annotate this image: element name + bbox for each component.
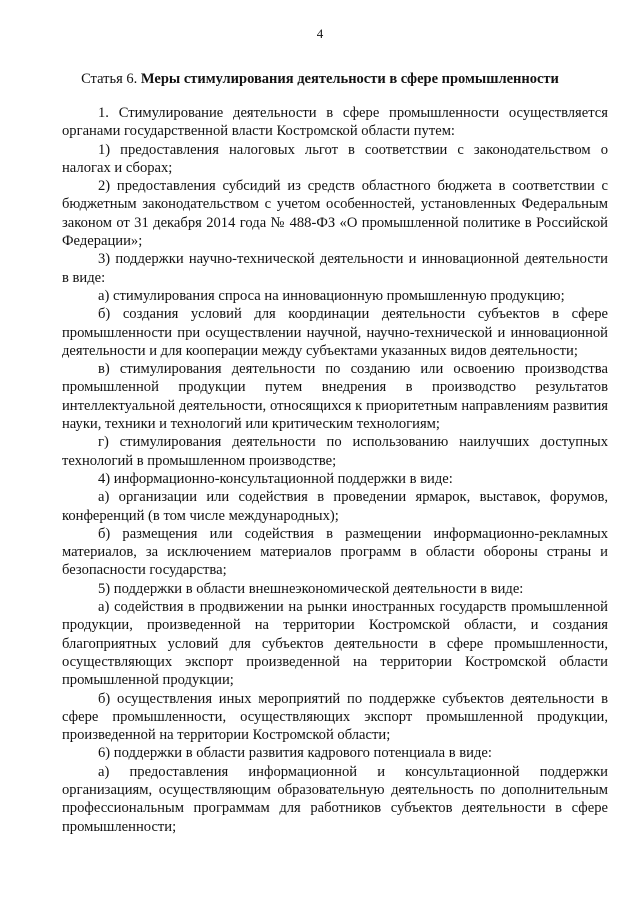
paragraph: в) стимулирования деятельности по созданию или освоению производства промышленной продукции путем внедрения в производство результатов интеллектуальной деятельности, относящихся к приоритетным направлениям развития науки, техники и технологий или критическим технологиям; (62, 361, 608, 433)
paragraph: 1. Стимулирование деятельности в сфере промышленности осуществляется органами государственной власти Костромской области путем: (62, 105, 608, 140)
article-heading (0, 70, 640, 88)
paragraph: б) осуществления иных мероприятий по поддержке субъектов деятельности в сфере промышленности, осуществляющих экспорт промышленной продукции, произведенной на территории Костромской области; (62, 690, 608, 744)
paragraph: б) размещения или содействия в размещении информационно-рекламных материалов, за исключением материалов программ в области обороны страны и безопасности государства; (62, 525, 608, 579)
paragraph: 4) информационно-консультационной поддержки в виде: (98, 470, 453, 487)
paragraph: 2) предоставления субсидий из средств областного бюджета в соответствии с бюджетным законодательством с учетом особенностей, установленных Федеральным законом от 31 декабря 2014 года № 488-ФЗ «О промышленной политике в Российской Федерации»; (62, 178, 608, 250)
paragraph: 1) предоставления налоговых льгот в соответствии с законодательством о налогах и сборах; (62, 141, 608, 176)
paragraph: а) организации или содействия в проведении ярмарок, выставок, форумов, конференций (в том числе международных); (62, 489, 608, 524)
paragraph: 3) поддержки научно-технической деятельности и инновационной деятельности в виде: (62, 251, 608, 286)
article-label: Статья 6. (81, 71, 138, 87)
paragraph: г) стимулирования деятельности по использованию наилучших доступных технологий в промышленном производстве; (62, 434, 608, 469)
paragraph: а) содействия в продвижении на рынки иностранных государств промышленной продукции, произведенной на территории Костромской области, и создания благоприятных условий для субъектов деятельности в сфере промышленности, осуществляющих экспорт произведенной на территории Костромской области промышленной продукции; (62, 599, 608, 689)
paragraph: б) создания условий для координации деятельности субъектов в сфере промышленности при осуществлении научной, научно-технической и инновационной деятельности и для кооперации между субъектами указанных видов деятельности; (62, 306, 608, 359)
paragraph: 5) поддержки в области внешнеэкономической деятельности в виде: (98, 580, 524, 597)
paragraph: 6) поддержки в области развития кадрового потенциала в виде: (98, 745, 492, 762)
paragraph: а) стимулирования спроса на инновационную промышленную продукцию; (98, 287, 565, 304)
paragraph: а) предоставления информационной и консультационной поддержки организациям, осуществляющим образовательную деятельность по дополнительным профессиональным программам для работников субъектов деятельности в сфере промышленности; (62, 763, 608, 835)
article-title: Меры стимулирования деятельности в сфере промышленности (140, 71, 559, 87)
page-number: 4 (316, 26, 324, 41)
article-body (62, 104, 608, 836)
